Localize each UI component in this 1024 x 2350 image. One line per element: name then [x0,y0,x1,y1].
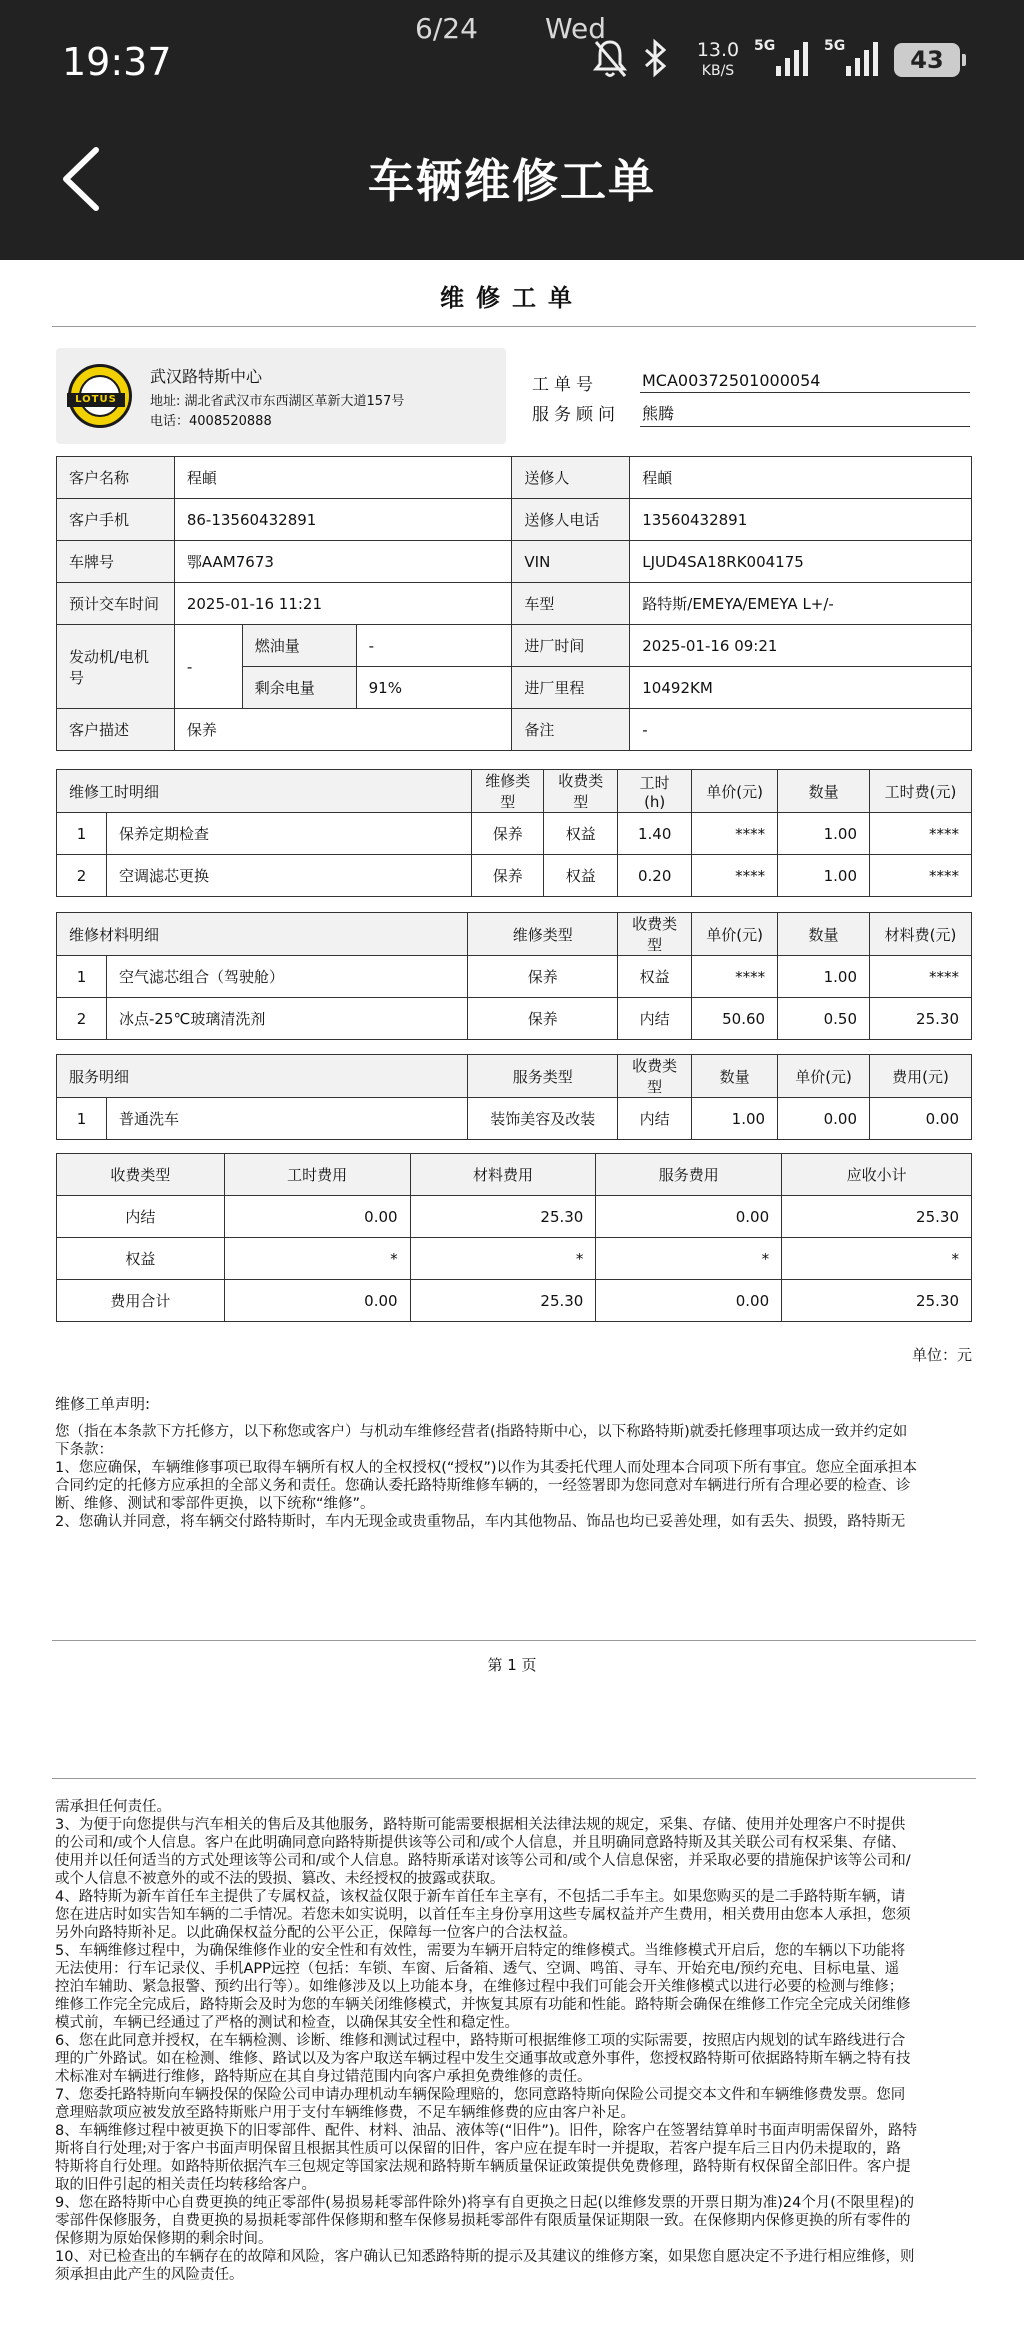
dealer-name: 武汉路特斯中心 [150,367,263,386]
customer-description: 保养 [174,709,512,751]
sender-phone: 13560432891 [630,499,972,541]
declaration-line: 6、您在此同意并授权，在车辆检测、诊断、维修和测试过程中，路特斯可根据维修工项的实际需要，按照店内规划的试车路线进行合 [55,2033,906,2049]
table-row [57,709,972,751]
declaration-line: 您在进店时如实告知车辆的二手情况。若您未如实说明，以首任车主身份享用这些专属权益并产生费用，相关费用由您本人承担，您须 [55,1907,911,1923]
table-cell: 内结 [57,1196,225,1238]
table-row [57,583,972,625]
table-header: 材料费用 [410,1154,596,1196]
table-cell: **** [870,855,972,897]
declaration-line: 使用并以任何适当的方式处理该等公司和/或个人信息。路特斯承诺对该等公司和/或个人信息保密，并采取必要的措施保护该等公司和/ [55,1853,911,1869]
table-header-row [57,770,972,813]
sender-label: 送修人 [512,457,630,499]
mute-bell-icon [592,36,628,86]
lotus-logo-icon: LOTUS [68,364,132,428]
table-cell: 1 [57,813,107,855]
table-header-row [57,913,972,956]
description-label: 客户描述 [57,709,175,751]
table-header: 维修类型 [468,913,618,956]
signal-icon: 5G [824,36,882,86]
remark-label: 备注 [512,709,630,751]
network-speed: 13.0 KB/S [696,39,740,79]
table-header-row [57,1055,972,1098]
declaration-line: 断、维修、测试和零部件更换，以下统称“维修”。 [55,1496,375,1512]
table-header: 收费类型 [544,770,618,813]
declaration-line: 零部件保修服务，自费更换的易损耗零部件保修期和整车保修易损耗零部件有限质量保证期限一致。在保修期内保修更换的所有零件的 [55,2213,911,2229]
table-cell: 2 [57,998,107,1040]
table-header: 维修工时明细 [57,770,472,813]
declaration-line: 须承担由此产生的风险责任。 [55,2267,244,2283]
declaration-title: 维修工单声明: [55,1395,151,1413]
table-row [57,998,972,1040]
declaration-line: 4、路特斯为新车首任车主提供了专属权益，该权益仅限于新车首任车主享有，不包括二手车主。如果您购买的是二手路特斯车辆，请 [55,1889,906,1905]
advisor-label: 服务顾问 [532,405,620,425]
table-header: 服务费用 [596,1154,782,1196]
table-header: 单价(元) [692,770,778,813]
delivery-time-label: 预计交车时间 [57,583,175,625]
table-row [57,813,972,855]
table-cell: **** [692,855,778,897]
table-cell: 冰点-25℃玻璃清洗剂 [106,998,467,1040]
table-row [57,457,972,499]
table-header-row [57,1154,972,1196]
table-cell: 0.00 [224,1196,410,1238]
declaration-line: 您（指在本条款下方托修方，以下称您或客户）与机动车维修经营者(指路特斯中心，以下称路特斯)就委托修理事项达成一致并约定如 [55,1424,908,1440]
table-row [57,1196,972,1238]
divider [52,326,976,327]
delivery-time: 2025-01-16 11:21 [174,583,512,625]
fuel-label: 燃油量 [242,625,356,667]
table-cell: 装饰美容及改装 [468,1098,618,1140]
entry-time: 2025-01-16 09:21 [630,625,972,667]
table-cell: 0.00 [224,1280,410,1322]
table-cell: 空气滤芯组合（驾驶舱） [106,956,467,998]
table-row [57,1238,972,1280]
declaration-line: 3、为便于向您提供与汽车相关的售后及其他服务，路特斯可能需要根据相关法律法规的规定，采集、存储、使用并处理客户不时提供 [55,1817,906,1833]
declaration-line: 理的广外路试。如在检测、维修、路试以及为客户取送车辆过程中发生交通事故或意外事件，您授权路特斯可依据路特斯车辆之特有技 [55,2051,911,2067]
table-cell: * [596,1238,782,1280]
dealer-phone: 电话：4008520888 [150,414,272,429]
table-cell: 权益 [57,1238,225,1280]
table-header: 收费类型 [618,1055,692,1098]
table-header: 工时费用 [224,1154,410,1196]
table-header: 单价(元) [778,1055,870,1098]
table-cell: 25.30 [870,998,972,1040]
declaration-line: 8、车辆维修过程中被更换下的旧零部件、配件、材料、油品、液体等(“旧件”)。旧件，除客户在签署结算单时书面声明需保留外，路特 [55,2123,918,2139]
table-cell: 1.00 [692,1098,778,1140]
table-cell: 25.30 [782,1280,972,1322]
page-number: 第 1 页 [487,1656,537,1674]
table-cell: 内结 [618,1098,692,1140]
engine-label: 发动机/电机号 [57,625,175,709]
table-cell: 1.40 [618,813,692,855]
declaration-line: 术标准对车辆进行维修，路特斯应在其自身过错范围内向客户承担免费维修的责任。 [55,2069,592,2085]
signal-icon: 5G [754,36,812,86]
table-header: 收费类型 [618,913,692,956]
app-header [0,0,1024,260]
summary-table [56,1153,972,1322]
vehicle-model: 路特斯/EMEYA/EMEYA L+/- [630,583,972,625]
table-row [57,1280,972,1322]
model-label: 车型 [512,583,630,625]
table-cell: * [410,1238,596,1280]
declaration-line: 取的旧件引起的相关责任均转移给客户。 [55,2177,316,2193]
table-cell: **** [692,956,778,998]
table-header: 数量 [778,770,870,813]
sender-phone-label: 送修人电话 [512,499,630,541]
table-cell: **** [870,956,972,998]
declaration-text-page-2 [55,1798,975,2284]
plate-number: 鄂AAM7673 [174,541,512,583]
table-cell: 1 [57,956,107,998]
table-cell: 50.60 [692,998,778,1040]
table-header: 收费类型 [57,1154,225,1196]
table-row [57,625,972,667]
table-row [57,541,972,583]
customer-phone-label: 客户手机 [57,499,175,541]
table-cell: 保养 [472,855,544,897]
declaration-line: 2、您确认并同意，将车辆交付路特斯时，车内无现金或贵重物品，车内其他物品、饰品也均已妥善处理，如有丢失、损毁，路特斯无 [55,1514,906,1530]
declaration-line: 斯将自行处理;对于客户书面声明保留且根据其性质可以保留的旧件，客户应在提车时一并提取，若客户提车后三日内仍未提取的，路 [55,2141,901,2157]
status-date: 6/24 [415,12,478,45]
table-cell: 0.50 [778,998,870,1040]
table-header: 服务明细 [57,1055,468,1098]
table-cell: **** [870,813,972,855]
services-table [56,1054,972,1140]
table-cell: 1.00 [778,813,870,855]
table-header: 单价(元) [692,913,778,956]
table-header: 维修材料明细 [57,913,468,956]
table-row [57,1098,972,1140]
table-header: 维修类型 [472,770,544,813]
declaration-line: 5、车辆维修过程中，为确保维修作业的安全性和有效性，需要为车辆开启特定的维修模式。当维修模式开启后，您的车辆以下功能将 [55,1943,906,1959]
order-number-label: 工单号 [532,375,598,395]
table-cell: 1 [57,1098,107,1140]
bluetooth-icon [638,36,674,86]
table-header: 工时费(元) [870,770,972,813]
divider [52,1640,976,1641]
table-cell: 权益 [544,813,618,855]
mileage: 10492KM [630,667,972,709]
table-cell: 1.00 [778,956,870,998]
table-cell: 保养 [468,956,618,998]
declaration-line: 下条款： [55,1442,113,1458]
table-cell: 空调滤芯更换 [106,855,471,897]
declaration-line: 或个人信息不被意外的或不法的毁损、篡改、未经授权的披露或获取。 [55,1871,505,1887]
table-cell: 0.00 [596,1196,782,1238]
table-cell: 权益 [618,956,692,998]
declaration-line: 10、对已检查出的车辆存在的故障和风险，客户确认已知悉路特斯的提示及其建议的维修方案，如果您自愿决定不予进行相应维修，则 [55,2249,915,2265]
battery-label: 剩余电量 [242,667,356,709]
dealer-card [56,348,506,444]
labor-table [56,769,972,897]
battery-level: 91% [356,667,512,709]
table-row [57,499,972,541]
declaration-line: 特斯将自行处理。如路特斯依据汽车三包规定等国家法规和路特斯车辆质量保证政策提供免费修理，路特斯有权保留全部旧件。客户提 [55,2159,911,2175]
table-row [57,855,972,897]
table-cell: 费用合计 [57,1280,225,1322]
table-cell: 内结 [618,998,692,1040]
table-header: 数量 [778,913,870,956]
sender: 程頔 [630,457,972,499]
table-cell: 保养定期检查 [106,813,471,855]
divider [52,1778,976,1779]
declaration-line: 的公司和/或个人信息。客户在此明确同意向路特斯提供该等公司和/或个人信息，并且明确同意路特斯及其关联公司有权采集、存储、 [55,1835,906,1851]
status-day: Wed [545,12,607,45]
declaration-line: 需承担任何责任。 [55,1799,171,1815]
vin: LJUD4SA18RK004175 [630,541,972,583]
table-row [57,956,972,998]
declaration-line: 7、您委托路特斯向车辆投保的保险公司申请办理机动车辆保险理赔的，您同意路特斯向保险公司提交本文件和车辆维修费发票。您同 [55,2087,906,2103]
table-cell: 25.30 [410,1280,596,1322]
table-cell: * [224,1238,410,1280]
declaration-line: 合同约定的托修方应承担的全部义务和责任。您确认委托路特斯维修车辆的，一经签署即为您同意对车辆进行所有合理必要的检查、诊 [55,1478,911,1494]
table-cell: 0.00 [778,1098,870,1140]
table-cell: 0.00 [596,1280,782,1322]
plate-label: 车牌号 [57,541,175,583]
customer-phone: 86-13560432891 [174,499,512,541]
order-number: MCA00372501000054 [640,371,970,393]
page-title: 车辆维修工单 [368,154,656,208]
declaration-line: 保修期为原始保修期的剩余时间。 [55,2231,273,2247]
fuel-level: - [356,625,512,667]
table-header: 服务类型 [468,1055,618,1098]
table-cell: * [782,1238,972,1280]
table-header: 材料费(元) [870,913,972,956]
declaration-text-page-1 [55,1423,975,1531]
declaration-line: 1、您应确保，车辆维修事项已取得车辆所有权人的全权授权(“授权”)以作为其委托代理人而处理本合同项下所有事宜。您应全面承担本 [55,1460,918,1476]
currency-unit: 单位：元 [911,1346,972,1364]
table-cell: 25.30 [782,1196,972,1238]
vin-label: VIN [512,541,630,583]
declaration-line: 无法使用：行车记录仪、手机APP远控（包括：车锁、车窗、后备箱、透气、空调、鸣笛、寻车、开始充电/预约充电、目标电量、遥 [55,1961,900,1977]
table-cell: 权益 [544,855,618,897]
declaration-line: 维修工作完全完成后，路特斯会及时为您的车辆关闭维修模式，并恢复其原有功能和性能。路特斯会确保在维修工作完全完成关闭维修 [55,1997,911,2013]
materials-table [56,912,972,1040]
document-title: 维修工单 [440,284,584,312]
status-time: 19:37 [62,40,172,84]
mileage-label: 进厂里程 [512,667,630,709]
declaration-line: 意理赔款项应被发放至路特斯账户用于支付车辆维修费，不足车辆维修费的应由客户补足。 [55,2105,635,2121]
vehicle-info-table [56,456,972,751]
table-cell: 保养 [472,813,544,855]
table-cell: 普通洗车 [106,1098,467,1140]
declaration-line: 控泊车辅助、紧急报警、预约出行等）。如维修涉及以上功能本身，在维修过程中我们可能会开关维修模式以进行必要的检测与维修； [55,1979,904,1995]
entry-time-label: 进厂时间 [512,625,630,667]
table-cell: 0.00 [870,1098,972,1140]
table-cell: 25.30 [410,1196,596,1238]
table-header: 应收小计 [782,1154,972,1196]
advisor-name: 熊腾 [640,401,970,427]
table-cell: **** [692,813,778,855]
table-header: 数量 [692,1055,778,1098]
status-icons [588,36,1008,86]
table-cell: 2 [57,855,107,897]
declaration-line: 另外向路特斯补足。以此确保权益分配的公平公正，保障每一位客户的合法权益。 [55,1925,577,1941]
table-header: 费用(元) [870,1055,972,1098]
dealer-address: 地址: 湖北省武汉市东西湖区革新大道157号 [150,394,405,409]
customer-name-label: 客户名称 [57,457,175,499]
battery-icon: 43 [894,43,960,77]
customer-name: 程頔 [174,457,512,499]
table-cell: 0.20 [618,855,692,897]
declaration-line: 9、您在路特斯中心自费更换的纯正零部件(易损易耗零部件除外)将享有自更换之日起(以维修发票的开票日期为准)24个月(不限里程)的 [55,2195,915,2211]
remark: - [630,709,972,751]
table-cell: 1.00 [778,855,870,897]
declaration-line: 模式前，车辆已经通过了严格的测试和检查，以确保其安全性和稳定性。 [55,2015,519,2031]
table-cell: 保养 [468,998,618,1040]
table-header: 工时(h) [618,770,692,813]
engine-number: - [174,625,242,709]
